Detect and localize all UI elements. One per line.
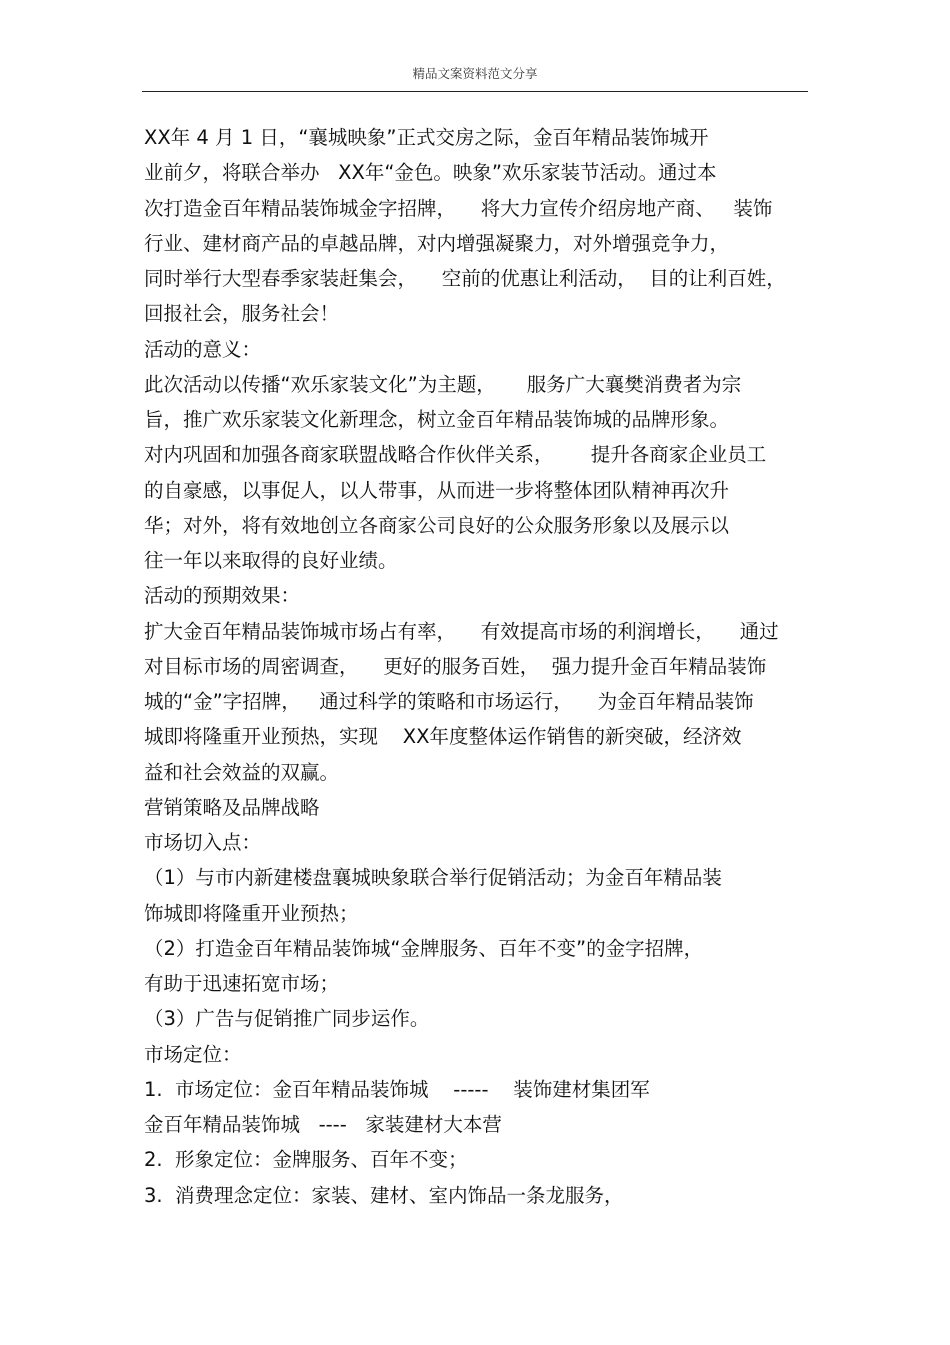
document-body bbox=[144, 120, 810, 1213]
text-line: 旨，推广欢乐家装文化新理念，树立金百年精品装饰城的品牌形象。 bbox=[144, 408, 730, 431]
text-line: 城即将隆重开业预热，实现 XX年度整体运作销售的新突破，经济效 bbox=[144, 725, 742, 749]
section-heading: 市场切入点： bbox=[144, 831, 262, 854]
section-heading: 活动的预期效果： bbox=[144, 584, 301, 608]
text-line: 业前夕，将联合举办 XX年“金色。映象”欢乐家装节活动。通过本 bbox=[144, 161, 717, 185]
page-header: 精品文案资料范文分享 bbox=[412, 66, 538, 81]
text-line: 对目标市场的周密调查， 更好的服务百姓， 强力提升金百年精品装饰 bbox=[144, 654, 767, 678]
text-line: 华；对外，将有效地创立各商家公司良好的公众服务形象以及展示以 bbox=[144, 513, 730, 537]
text-line: 回报社会，服务社会！ bbox=[144, 302, 340, 326]
text-line: 有助于迅速拓宽市场； bbox=[144, 972, 340, 995]
header-divider bbox=[142, 91, 808, 92]
text-line: 城的“金”字招牌， 通过科学的策略和市场运行， 为金百年精品装饰 bbox=[144, 690, 754, 713]
text-line: 此次活动以传播“欢乐家装文化”为主题， 服务广大襄樊消费者为宗 bbox=[144, 372, 742, 396]
text-line: 金百年精品装饰城 ---- 家装建材大本营 bbox=[144, 1113, 502, 1136]
list-item: （2）打造金百年精品装饰城“金牌服务、百年不变”的金字招牌， bbox=[144, 936, 704, 960]
text-line: 对内巩固和加强各商家联盟战略合作伙伴关系， 提升各商家企业员工 bbox=[144, 443, 767, 467]
section-heading: 市场定位： bbox=[144, 1042, 242, 1066]
text-line: 同时举行大型春季家装赶集会， 空前的优惠让利活动， 目的让利百姓， bbox=[144, 267, 786, 290]
text-line: 往一年以来取得的良好业绩。 bbox=[144, 549, 398, 572]
text-line: 饰城即将隆重开业预热； bbox=[144, 901, 359, 925]
text-line: XX年 4 月 1 日，“襄城映象”正式交房之际，金百年精品装饰城开 bbox=[144, 126, 709, 149]
text-line: 益和社会效益的双赢。 bbox=[144, 760, 340, 784]
text-line: 扩大金百年精品装饰城市场占有率， 有效提高市场的利润增长， 通过 bbox=[144, 619, 779, 643]
list-item: 3. 消费理念定位：家装、建材、室内饰品一条龙服务， bbox=[144, 1183, 624, 1207]
text-line: 行业、建材商产品的卓越品牌，对内增强凝聚力，对外增强竞争力， bbox=[144, 231, 730, 255]
section-heading: 活动的意义： bbox=[144, 337, 262, 361]
list-item: 2. 形象定位：金牌服务、百年不变； bbox=[144, 1148, 468, 1172]
list-item: （1）与市内新建楼盘襄城映象联合举行促销活动；为金百年精品装 bbox=[144, 866, 722, 890]
text-line: 次打造金百年精品装饰城金字招牌， 将大力宣传介绍房地产商、 装饰 bbox=[144, 196, 773, 220]
section-heading: 营销策略及品牌战略 bbox=[144, 795, 320, 819]
text-line: 的自豪感，以事促人，以人带事，从而进一步将整体团队精神再次升 bbox=[144, 478, 730, 502]
list-item: 1. 市场定位：金百年精品装饰城 ----- 装饰建材集团军 bbox=[144, 1077, 650, 1101]
list-item: （3）广告与促销推广同步运作。 bbox=[144, 1007, 430, 1031]
